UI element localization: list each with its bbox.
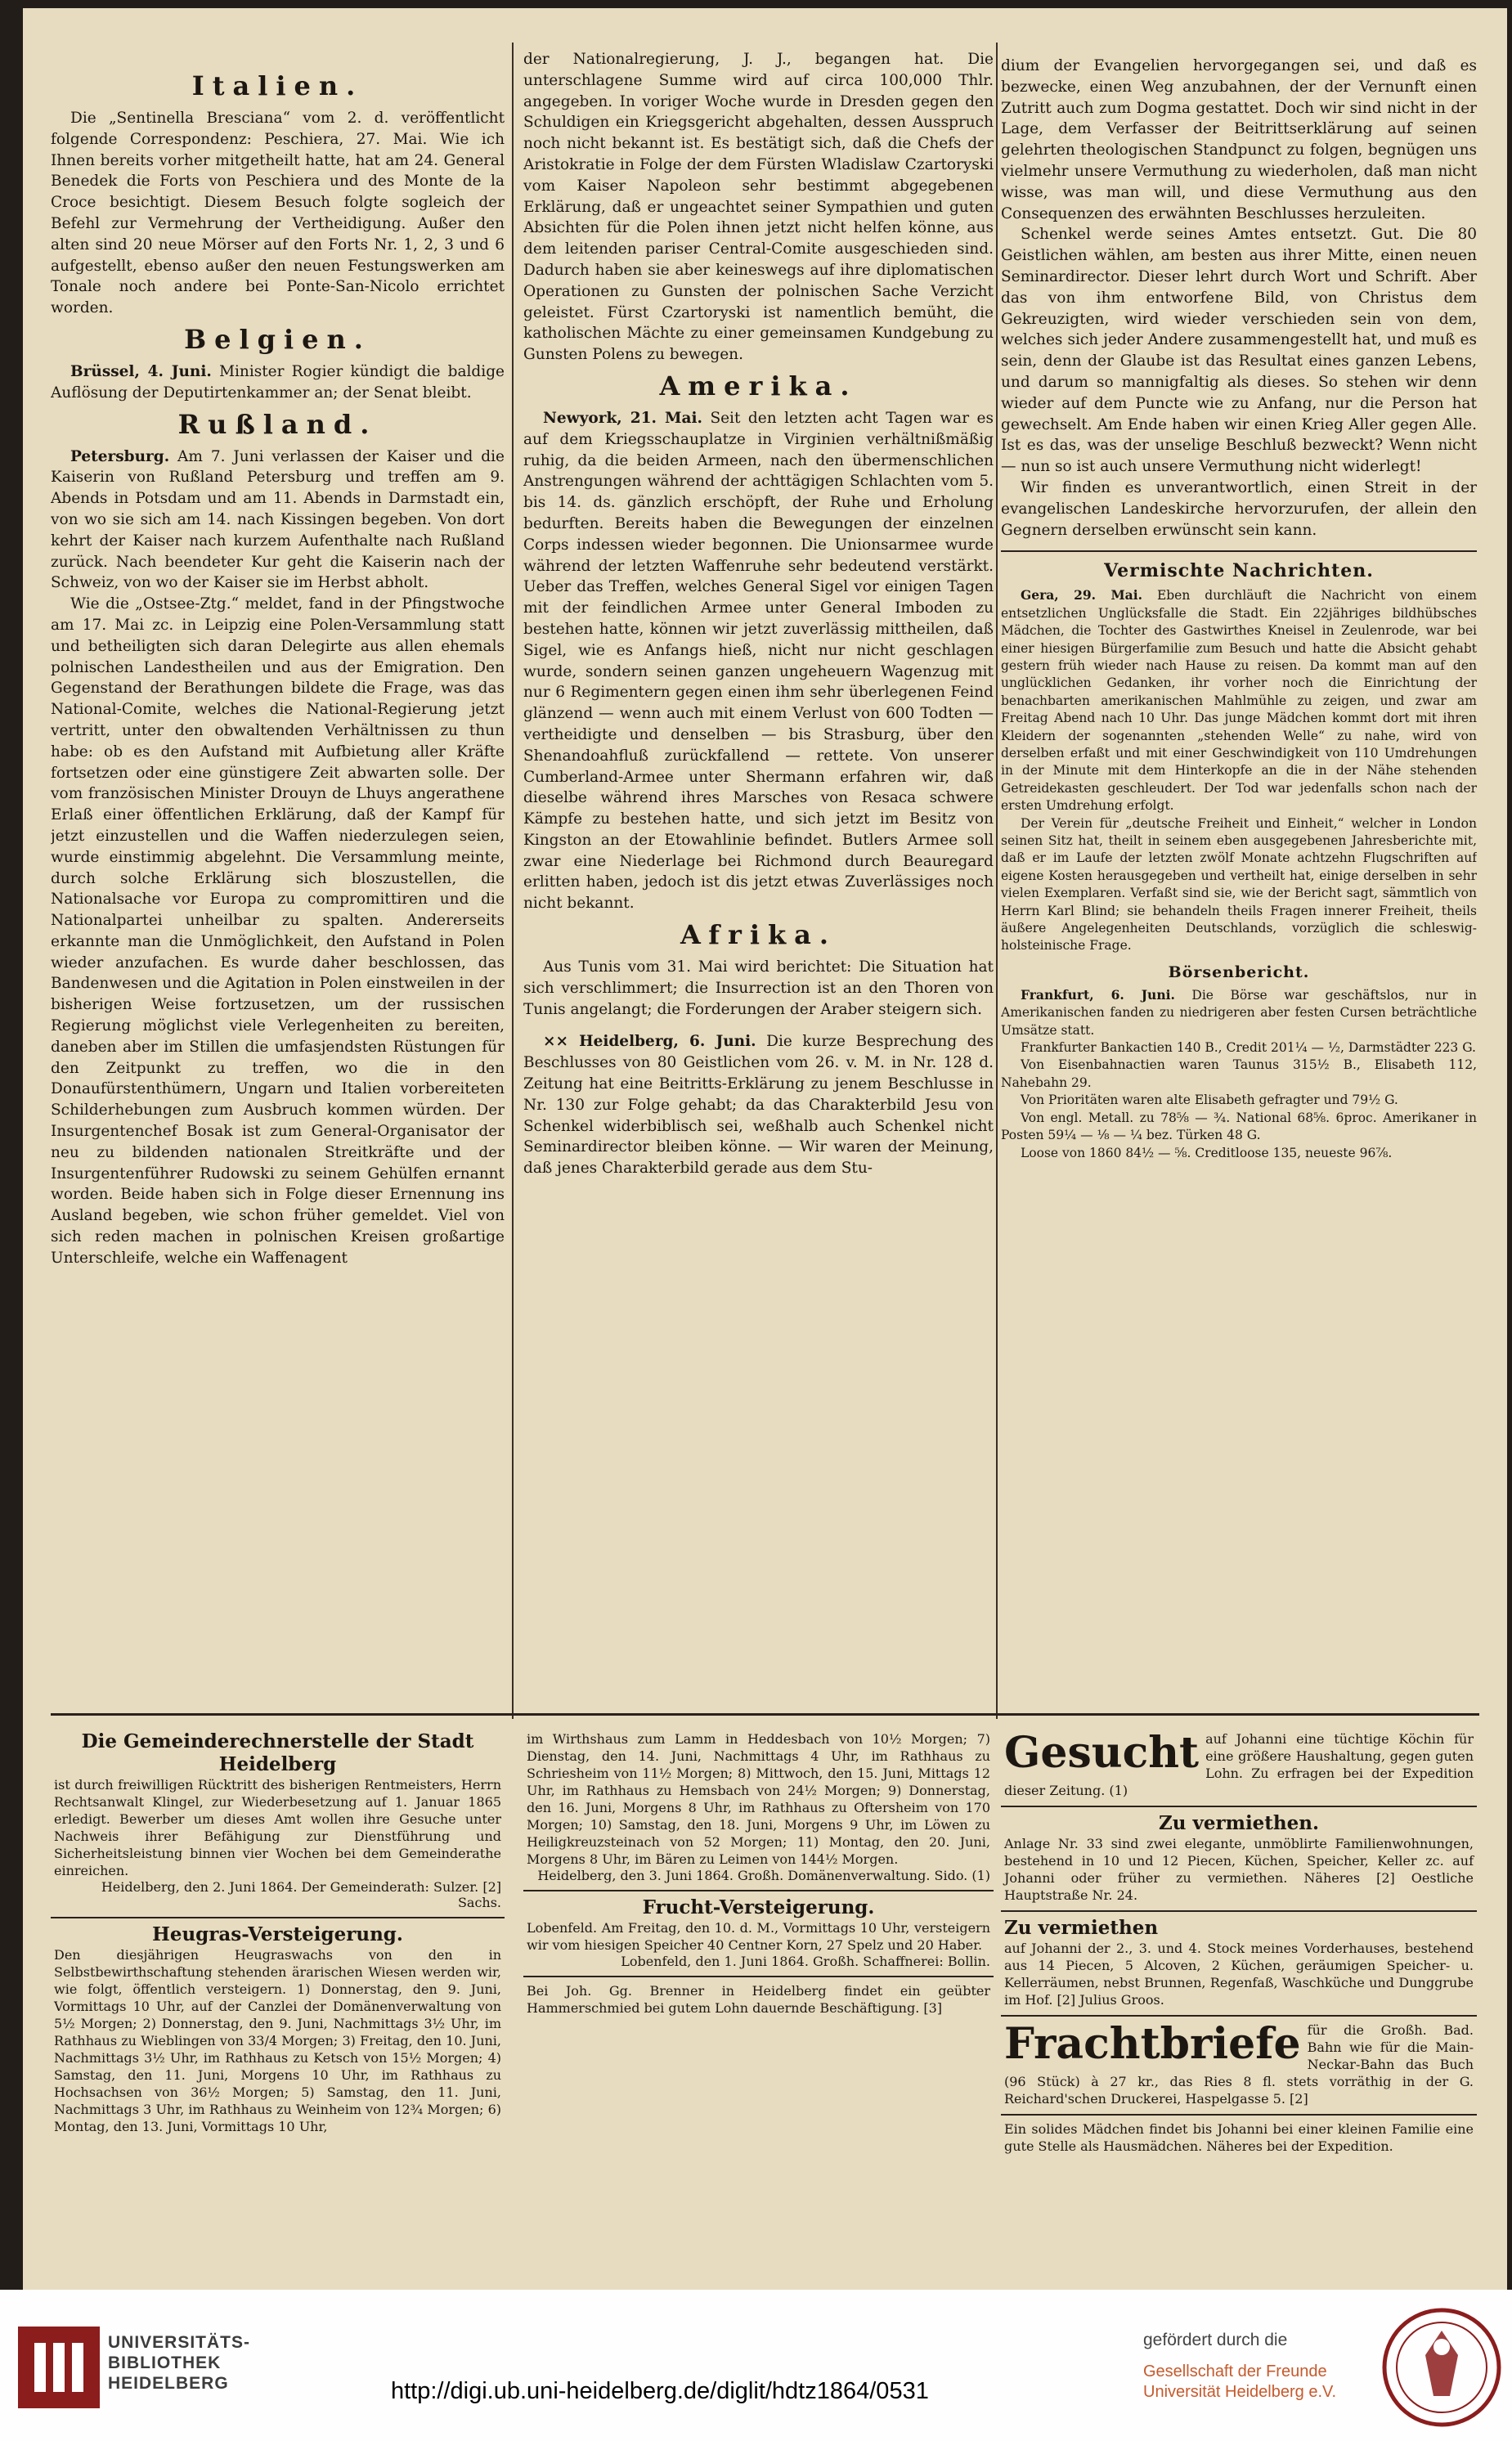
continued-article: der Nationalregierung, J. J., begangen hat. Die unterschlagene Summe wird auf circa 100,000 Thlr. angegeben. In voriger Woche wurde in Dresden gegen den Schuldigen ein Kriegsgericht abgehalten, dessen Ausspruch noch nicht bekannt ist. Es bestätigt sich, daß die Chefs der Aristokratie in Folge der dem Fürsten Wladislaw Czartoryski vom Kaiser Napoleon sehr bestimmt abgegebenen Erklärung, daß er ungeachtet seiner Sympathien und guten Absichten für die Polen ihnen jetzt nicht helfen könne, aus dem leitenden pariser Central-Comite ausgeschieden sind. Dadurch haben sie aber keineswegs auf ihre diplomatischen Operationen zu Gunsten der polnischen Sache Verzicht geleistet. Fürst Czartoryski ist namentlich bemüht, die katholischen Mächte zu einer gemeinsamen Kundgebung zu Gunsten Polens zu bewegen.	[523, 51, 994, 364]
ad-body: Ein solides Mädchen findet bis Johanni bei einer kleinen Familie eine gute Stelle als Hausmädchen. Näheres bei der Expedition.	[1004, 2121, 1474, 2154]
ad-body: auf Johanni der 2., 3. und 4. Stock meines Vorderhauses, bestehend aus 14 Piecen, 5 Alcoven, 2 Küchen, geräumigen Speicher- u. Kellerräumen, nebst Brunnen, Regenfaß, Waschküche und Dunggrube im Hof. [2] Julius Groos.	[1004, 1941, 1474, 2008]
ad-brenner	[523, 1977, 994, 2023]
ad-title: Die Gemeinderechnerstelle der Stadt Heidelberg	[81, 1730, 474, 1775]
ad-vermiethen-1	[1001, 1807, 1477, 1912]
library-name-line: BIBLIOTHEK	[108, 2354, 222, 2372]
society-name-line: Gesellschaft der Freunde	[1143, 2362, 1327, 2380]
frankfurt-quote: Von engl. Metall. zu 78⅝ — ¾. National 68⅝. 6proc. Amerikaner in Posten 59¼ — ⅛ — ¼ bez. Türken 48 G.	[1001, 1110, 1477, 1143]
continued-article-2: Schenkel werde seines Amtes entsetzt. Gut. Die 80 Geistlichen wählen, am besten aus ihrer Mitte, einen neuen Seminardirector. Dieser lehrt durch Wort und Schrift. Aber das von ihm entworfene Bild, von Christus dem Gekreuzigten, wird wieder verschieden sein von dem, welches sich jeder Andere zusammengestellt hat, und muß es sein, denn der Glaube ist das Resultat eines ganzen Lebens, und darum so mannigfaltig als dieses. So stehen wir denn wieder auf dem Puncte wie zu Anfang, nur die Person hat gewechselt. Am Ende haben wir einen Krieg Aller gegen Alle. Ist es das, was der unselige Beschluß bezweckt? Wenn nicht — nun so ist auch unsere Vermuthung nicht widerlegt!	[1001, 226, 1477, 476]
verein-article: Der Verein für „deutsche Freiheit und Einheit,“ welcher in London seinen Sitz hat, theilt in seinem eben ausgegebenen Jahresberichte mit, daß er im Laufe der letzten zwölf Monate achtzehn Flugschriften auf eigene Kosten herausgegeben und vertheilt hat, einige derselben in sehr vielen Exemplaren. Verfaßt sind sie, wie der Bericht sagt, sämmtlich von Herrn Karl Blind; sie behandeln theils Fragen innerer Freiheit, theils äußere Angelegenheiten Deutschlands, vorzüglich die schleswig-holsteinische Frage.	[1001, 815, 1477, 954]
ad-gesucht	[1001, 1725, 1477, 1807]
frankfurt-quote: Frankfurter Bankactien 140 B., Credit 201¼ — ½, Darmstädter 223 G.	[1021, 1040, 1476, 1056]
frankfurt-quote: Loose von 1860 84½ — ⅝. Creditloose 135, neueste 96⅞.	[1021, 1145, 1393, 1160]
ad-vermiethen-2	[1001, 1912, 1477, 2017]
funding-credit	[1143, 2331, 1356, 2403]
frankfurt-dateline: Frankfurt, 6. Juni.	[1021, 986, 1175, 1003]
section-title-italien: Italien.	[191, 70, 364, 101]
ad-section-divider	[51, 1713, 1479, 1716]
heidelberg-article	[523, 1031, 994, 1179]
library-name-line: HEIDELBERG	[108, 2374, 229, 2393]
column-divider	[512, 43, 514, 1719]
newspaper-page	[23, 8, 1507, 2290]
heidelberg-text: Die kurze Besprechung des Beschlusses von 80 Geistlichen vom 26. v. M. in Nr. 128 d. Zeitung hat eine Beitritts-Erklärung zu jenem Beschlusse in Nr. 130 zur Folge gehabt; da das Charakterbild Jesu von Schenkel widerbiblisch sei, weßhalb auch Schenkel nicht Seminardirector bleiben könne. — Wir waren der Meinung, daß jenes Charakterbild gerade aus dem Stu-	[523, 1033, 994, 1178]
ad-heugras-continued	[523, 1725, 994, 1891]
ad-title: Heugras-Versteigerung.	[152, 1923, 403, 1945]
belgien-article	[51, 361, 505, 404]
section-title-boersen: Börsenbericht.	[1168, 962, 1310, 981]
section-divider	[1001, 550, 1477, 552]
library-logo-icon	[18, 2327, 100, 2408]
frankfurt-article	[1001, 986, 1477, 1039]
column-divider	[996, 43, 998, 1719]
russland-article-2: Wie die „Ostsee-Ztg.“ meldet, fand in der Pfingstwoche am 17. Mai zc. in Leipzig eine Polen-Versammlung statt und betheiligten sich daran Delegirte aus allen ehemals polnischen Landestheilen und aus der Emigration. Den Gegenstand der Berathungen bildete die Frage, was das National-Comite, welches die National-Regierung jetzt vertritt, unter den obwaltenden Verhältnissen zu thun habe: ob es den Aufstand mit Aufbietung aller Kräfte fortsetzen oder eine günstigere Zeit abwarten solle. Der vom französischen Minister Drouyn de Lhuys angerathene Erlaß einer öffentlichen Erklärung, daß der Kampf für jetzt einzustellen und die Waffen niederzulegen seien, wurde einstimmig abgelehnt. Die Versammlung meinte, durch solche Erklärung sich bloszustellen, die Nationalsache vor Europa zu compromittiren und die Nationalpartei unheilbar zu spalten. Andererseits erkannte man die Unmöglichkeit, den Aufstand in Polen wieder anzufachen. Es wurde daher beschlossen, das Bandenwesen und die Agitation in Polen einstweilen in der bisherigen Weise fortzusetzen, um der russischen Regierung möglichst viele Verlegenheiten zu bereiten, daneben aber im Stillen die umfasjendsten Rüstungen für den Zeitpunkt zu treffen, wo die in den Donaufürstenthümern, Ungarn und Italien vorbereiteten Schilderhebungen zum Ausbruch kommen würden. Der Insurgentenchef Bosak ist zum General-Organisator der neu zu bildenden nationalen Streitkräfte und der Insurgentenführer Rudowski zu seinem Gehülfen ernannt worden. Beide haben sich in Folge dieser Ernennung ins Ausland begeben, wie schon früher gemeldet. Viel von sich reden machen in polnischen Kreisen großartige Unterschleife, welche ein Waffenagent	[51, 595, 505, 1267]
ad-heugras	[51, 1918, 505, 2142]
column-3	[1001, 56, 1477, 1705]
gera-article	[1001, 586, 1477, 814]
ad-body: ist durch freiwilligen Rücktritt des bisherigen Rentmeisters, Herrn Rechtsanwalt Klingel, zur Wiederbesetzung auf 1. Januar 1865 erledigt. Bewerber um dieses Amt wollen ihre Gesuche unter Nachweis ihrer Befähigung zur Dienstführung und Sicherheitsleistung binnen vier Wochen bei dem Gemeinderathe einreichen.	[54, 1777, 501, 1878]
continued-article-3: Wir finden es unverantwortlich, einen Streit in der evangelischen Landeskirche hervorzurufen, der allein den Gegnern derselben erwünscht sein kann.	[1001, 478, 1477, 539]
belgien-dateline: Brüssel, 4. Juni.	[70, 362, 212, 380]
gera-text: Eben durchläuft die Nachricht von einem entsetzlichen Unglücksfalle die Stadt. Ein 22jähriges bildhübsches Mädchen, die Tochter des Gastwirthes Kneisel in Zeulenrode, war bei einer hiesigen Bürgerfamilie zum Besuch und hatte die Absicht gehabt gestern früh wieder nach Hause zu reisen. Da kommt man auf den unglücklichen Gedanken, ihr vorher noch die Einrichtung der benachbarten amerikanischen Mahlmühle zu zeigen, und zwar am Freitag Abend nach 10 Uhr. Das junge Mädchen kommt dort mit ihren Kleidern der sogenannten „stehenden Welle“ zu nahe, wird von derselben erfaßt und mit einer Geschwindigkeit von 110 Umdrehungen in der Minute mit dem Hinterkopfe an die in der Nähe stehenden Getreidekasten geschleudert. Der Tod war jedenfalls schon nach der ersten Umdrehung erfolgt.	[1001, 588, 1477, 814]
heidelberg-dateline: ×× Heidelberg, 6. Juni.	[543, 1033, 756, 1051]
ad-gemeinderechner	[51, 1725, 505, 1918]
italien-article: Die „Sentinella Bresciana“ vom 2. d. veröffentlicht folgende Correspondenz: Peschiera, 27. Mai. Wie ich Ihnen bereits vorher mitgetheilt hatte, hat am 24. General Benedek die Forts von Peschiera und des Monte de la Croce besichtigt. Diesem Besuch folgte sogleich der Befehl zur Vermehrung der Vertheidigung. Außer den alten sind 20 neue Mörser auf den Forts Nr. 1, 2, 3 und 6 aufgestellt, ebenso außer den neuen Festungswerken am Tonale noch andere bei Ponte-San-Nicolo errichtet worden.	[51, 110, 505, 317]
viewer-footer	[0, 2290, 1512, 2441]
section-title-afrika: Afrika.	[680, 919, 837, 951]
ad-title: Frucht-Versteigerung.	[642, 1896, 875, 1918]
ad-title: Zu vermiethen	[1004, 1917, 1159, 1939]
amerika-article	[523, 408, 994, 914]
ad-body: im Wirthshaus zum Lamm in Heddesbach von 10½ Morgen; 7) Dienstag, den 14. Juni, Nachmittags 4 Uhr, im Rathhaus zu Schriesheim von 11½ Morgen; 8) Mittwoch, den 15. Juni, Mittags 12 Uhr, im Rathhaus zu Hemsbach von 24½ Morgen; 9) Donnerstag, den 16. Juni, Morgens 8 Uhr, im Rathhaus zu Oftersheim von 170 Morgen; 10) Samstag, den 18. Juni, Morgens 9 Uhr, im Löwen zu Heiligkreuzsteinach von 52 Morgen; 11) Montag, den 20. Juni, Morgens 8 Uhr, im Bären zu Leimen von 144½ Morgen.	[527, 1731, 990, 1867]
russland-dateline: Petersburg.	[70, 447, 170, 465]
russland-article	[51, 446, 505, 595]
ads-column-3	[1001, 1725, 1477, 2282]
russland-text-1: Am 7. Juni verlassen der Kaiser und die Kaiserin von Rußland Petersburg und treffen am 9. Abends in Potsdam und am 11. Abends in Darmstadt ein, von wo sie sich am 14. nach Kissingen begeben. Von dort kehrt der Kaiser nach kurzem Aufenthalte nach Rußland zurück. Nach beendeter Kur geht die Kaiserin nach der Schweiz, von wo der Kaiser sie im Herbst abholt.	[51, 447, 505, 592]
ad-frachtbriefe	[1001, 2017, 1477, 2116]
frankfurt-quote: Von Eisenbahnactien waren Taunus 315½ B., Elisabeth 112, Nahebahn 29.	[1001, 1057, 1477, 1090]
ad-body: für die Großh. Bad. Bahn wie für die Main-Neckar-Bahn das Buch (96 Stück) à 27 kr., das Ries 8 fl. stets vorräthig in der G. Reichard'schen Druckerei, Haspelgasse 5. [2]	[1004, 2022, 1474, 2107]
afrika-article: Aus Tunis vom 31. Mai wird berichtet: Die Situation hat sich verschlimmert; die Insurrection ist an den Thoren von Tunis angelangt; die Forderungen der Araber steigern sich.	[523, 958, 994, 1018]
ad-body: Bei Joh. Gg. Brenner in Heidelberg findet ein geübter Hammerschmied bei gutem Lohn dauernde Beschäftigung. [3]	[527, 1983, 990, 2016]
gera-dateline: Gera, 29. Mai.	[1021, 587, 1142, 604]
ad-body: auf Johanni eine tüchtige Köchin für eine größere Haushaltung, gegen guten Lohn. Zu erfragen bei der Expedition dieser Zeitung. (1)	[1004, 1731, 1474, 1798]
permalink-url[interactable]: http://digi.ub.uni-heidelberg.de/diglit/hdtz1864/0531	[391, 2378, 929, 2404]
belgien-text: Minister Rogier kündigt die baldige Auflösung der Deputirtenkammer an; der Senat bleibt.	[51, 362, 505, 402]
university-seal-icon	[1380, 2306, 1503, 2429]
ad-body: Anlage Nr. 33 sind zwei elegante, unmöblirte Familienwohnungen, bestehend in 10 und 12 Piecen, Küchen, Speicher, Keller zc. auf Johanni oder früher zu vermiethen. Näheres [2] Oestliche Hauptstraße Nr. 24.	[1004, 1836, 1474, 1903]
ad-big-title: Gesucht	[1004, 1728, 1200, 1778]
funded-by-label: gefördert durch die	[1143, 2331, 1288, 2349]
ad-signature: Heidelberg, den 2. Juni 1864. Der Gemeinderath: Sulzer. [2] Sachs.	[101, 1879, 501, 1910]
continued-article: dium der Evangelien hervorgegangen sei, und daß es bezwecke, einen Weg anzubahnen, der der Vernunft einen Zutritt auch zum Dogma gestattet. Doch wir sind nicht in der Lage, dem Verfasser der Beitrittserklärung auf seinen gelehrten theologischen Standpunct zu folgen, begnügen uns vielmehr unsere Vermuthung zu wiederholen, daß man nicht wisse, was man will, und diese Vermuthung aus den Consequenzen des erwähnten Beschlusses herzuleiten.	[1001, 57, 1477, 222]
ad-body: Lobenfeld. Am Freitag, den 10. d. M., Vormittags 10 Uhr, versteigern wir vom hiesigen Speicher 40 Centner Korn, 27 Spelz und 20 Haber.	[527, 1920, 990, 1953]
frankfurt-quote: Von Prioritäten waren alte Elisabeth gefragter und 79½ G.	[1021, 1093, 1398, 1108]
library-name	[108, 2332, 250, 2394]
library-name-line: UNIVERSITÄTS-	[108, 2333, 251, 2352]
ad-signature: Heidelberg, den 3. Juni 1864. Großh. Domänenverwaltung. Sido. (1)	[537, 1868, 990, 1883]
society-name-line: Universität Heidelberg e.V.	[1143, 2383, 1337, 2401]
ads-column-2	[523, 1725, 994, 2282]
frankfurt-text: Die Börse war geschäftslos, nur in Amerikanischen fanden zu niedrigeren aber festen Cursen beträchtliche Umsätze statt.	[1001, 987, 1477, 1038]
amerika-dateline: Newyork, 21. Mai.	[543, 409, 702, 427]
ad-signature: Lobenfeld, den 1. Juni 1864. Großh. Schaffnerei: Bollin.	[621, 1954, 990, 1969]
column-2	[523, 49, 994, 1705]
section-title-vermischte: Vermischte Nachrichten.	[1104, 560, 1374, 582]
ad-title: Zu vermiethen.	[1158, 1812, 1320, 1834]
section-title-belgien: Belgien.	[184, 323, 371, 355]
amerika-text: Seit den letzten acht Tagen war es auf dem Kriegsschauplatze in Virginien verhältnißmäßig ruhig, da die beiden Armeen, nach den übermenschlichen Anstrengungen während der achttägigen Schlachten vom 5. bis 14. ds. gänzlich erschöpft, der Ruhe und Erholung bedurften. Bereits haben die Bewegungen der einzelnen Corps indessen wieder begonnen. Die Unionsarmee wurde während der letzten Waffenruhe sehr bedeutend verstärkt. Ueber das Treffen, welches General Sigel vor einigen Tagen mit der feindlichen Armee unter General Imboden zu bestehen hatte, können wir jetzt zuverlässig mittheilen, daß Sigel, wie es Anfangs hieß, nicht nur nicht geschlagen wurde, sondern seinen ganzen ungeheuern Wagenzug mit nur 6 Regimentern gegen einen ihm sehr überlegenen Feind glänzend — wenn auch mit einem Verlust von 600 Todten — vertheidigte und denselben — bis Strasburg, über den Shenandoahfluß zurückfallend — rettete. Von unserer Cumberland-Armee unter Shermann erfahren wir, daß dieselbe während ihres Marsches von Resaca schwere Kämpfe zu bestehen hatte, und sich jetzt im Besitz von Kingston an der Etowahlinie befindet. Butlers Armee soll zwar eine Niederlage bei Richmond durch Beauregard erlitten haben, jedoch ist dis jetzt etwas Zuverlässiges noch nicht bekannt.	[523, 409, 994, 913]
ads-column-1	[51, 1725, 505, 2282]
section-title-russland: Rußland.	[177, 408, 378, 440]
ad-big-title: Frachtbriefe	[1004, 2019, 1301, 2069]
column-1	[51, 65, 505, 1705]
ad-body: Den diesjährigen Heugraswachs von den in Selbstbewirthschaftung stehenden ärarischen Wiesen werden wir, wie folgt, öffentlich versteigern. 1) Donnerstag, den 9. Juni, Vormittags 10 Uhr, auf der Canzlei der Domänenverwaltung von 5½ Morgen; 2) Donnerstag, den 9. Juni, Nachmittags 3½ Uhr, im Rathhaus zu Wieblingen von 33/4 Morgen; 3) Freitag, den 10. Juni, Nachmittags 3½ Uhr, im Rathhaus zu Ketsch von 15½ Morgen; 4) Samstag, den 11. Juni, Morgens 10 Uhr, im Rathhaus zu Hochsachsen von 36½ Morgen; 5) Samstag, den 11. Juni, Nachmittags 3 Uhr, im Rathhaus zu Weinheim von 12¾ Morgen; 6) Montag, den 13. Juni, Vormittags 10 Uhr,	[54, 1947, 501, 2134]
section-title-amerika: Amerika.	[659, 370, 858, 402]
ad-frucht	[523, 1891, 994, 1977]
ad-maedchen	[1001, 2116, 1477, 2161]
